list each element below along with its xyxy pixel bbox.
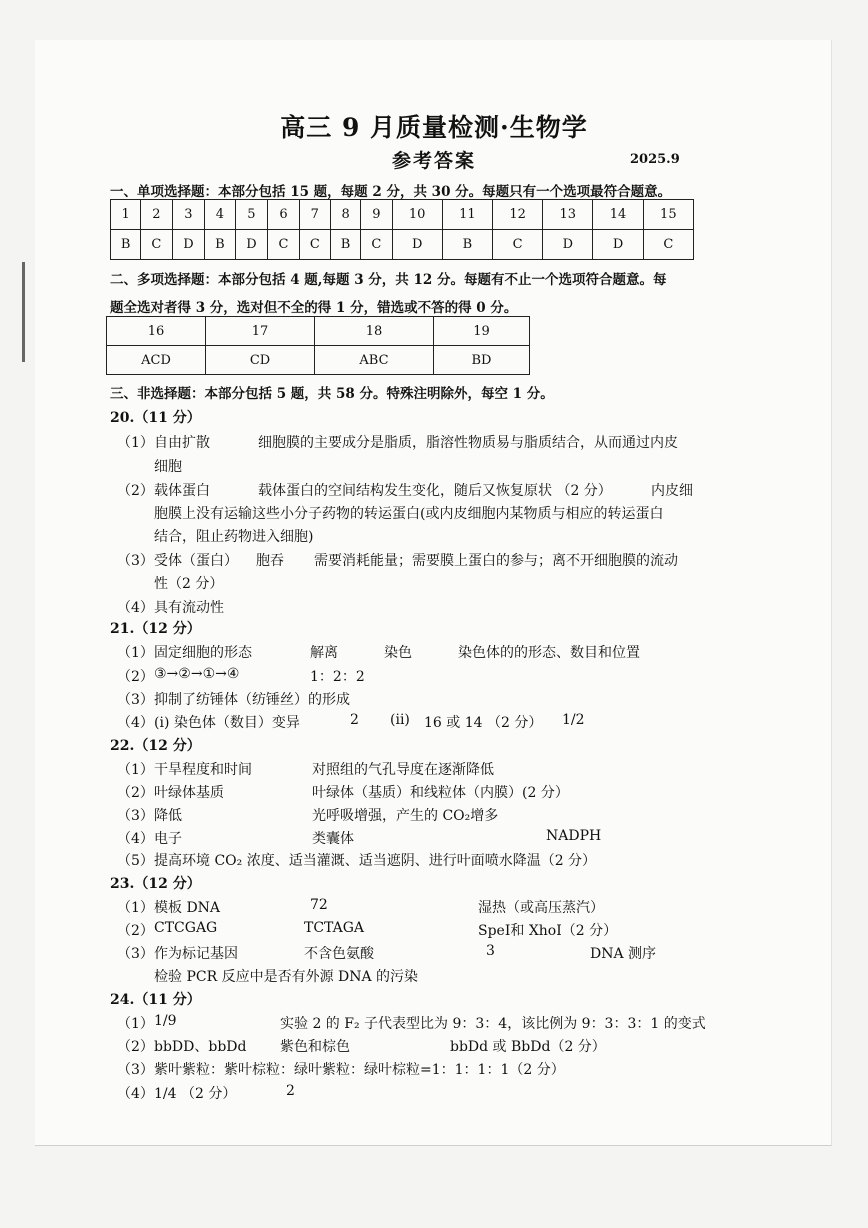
table-row (111, 230, 694, 260)
part-number: （3） (117, 808, 154, 824)
question-number: 3 (172, 200, 205, 230)
table-row (111, 200, 694, 230)
answer-text: 模板 DNA (154, 900, 221, 916)
answer-cell: ACD (107, 346, 206, 375)
part-number: （1） (117, 762, 154, 778)
answer-text: CTCGAG (154, 920, 218, 936)
multiple-choice-answer-table (106, 316, 530, 375)
part-number: （3） (117, 946, 154, 962)
answer-cell: D (235, 230, 268, 260)
part-number: （5） (117, 853, 154, 869)
answer-text: 16 或 14 （2 分） (424, 715, 543, 731)
answer-text: 湿热（或高压蒸汽） (478, 900, 604, 916)
part-number: （3） (117, 692, 154, 708)
answer-text: SpeI和 XhoI（2 分） (478, 923, 618, 939)
table-row (107, 346, 530, 375)
page-title: 高三 9 月质量检测·生物学 (280, 113, 588, 142)
answer-text: 2 (350, 712, 359, 728)
answer-text: 降低 (154, 808, 182, 824)
answer-text: 染色 (384, 645, 412, 661)
page-subtitle: 参考答案 (391, 150, 476, 172)
question-24-title: 24.（11 分） (110, 992, 201, 1008)
answer-cell: C (299, 230, 330, 260)
answer-cell: BD (434, 346, 530, 375)
answer-text: 实验 2 的 F₂ 子代表型比为 9：3：4，该比例为 9：3：3：1 的变式 (280, 1016, 706, 1032)
answer-cell: ABC (315, 346, 434, 375)
part-number: （2） (117, 669, 154, 685)
part-number: （2） (117, 923, 154, 939)
question-number: 8 (330, 200, 360, 230)
answer-text: 1：2：2 (310, 669, 365, 685)
part-number: （1） (117, 1016, 154, 1032)
answer-text: 作为标记基因 (154, 946, 238, 962)
answer-text: 细胞 (154, 459, 182, 475)
answer-text: 3 (486, 943, 495, 959)
question-number: 11 (442, 200, 492, 230)
part-number: （4） (117, 715, 154, 731)
part-number: （4） (117, 831, 154, 847)
answer-text: 紫色和棕色 (280, 1039, 350, 1055)
question-20-title: 20.（11 分） (110, 410, 201, 426)
answer-text: 紫叶紫粒：紫叶棕粒：绿叶紫粒：绿叶棕粒=1：1：1：1（2 分） (154, 1062, 565, 1078)
answer-text: 类囊体 (312, 831, 354, 847)
answer-text: 需要消耗能量；需要膜上蛋白的参与；离不开细胞膜的流动 (314, 553, 678, 569)
question-21-title: 21.（12 分） (110, 621, 201, 637)
answer-cell: CD (206, 346, 315, 375)
question-number: 9 (361, 200, 392, 230)
answer-text: DNA 测序 (590, 946, 657, 962)
answer-text: 叶绿体（基质）和线粒体（内膜）(2 分） (312, 785, 569, 801)
part-number: （3） (117, 553, 154, 569)
answer-cell: B (111, 230, 141, 260)
answer-cell: C (361, 230, 392, 260)
question-number: 2 (141, 200, 172, 230)
answer-text: (ii) (390, 712, 410, 728)
part-number: （1） (117, 900, 154, 916)
answer-cell: C (643, 230, 693, 260)
answer-cell: B (442, 230, 492, 260)
answer-cell: D (172, 230, 205, 260)
question-22-title: 22.（12 分） (110, 738, 201, 754)
answer-text: 提高环境 CO₂ 浓度、适当灌溉、适当遮阴、进行叶面喷水降温（2 分） (154, 853, 597, 869)
answer-text: 内皮细 (651, 483, 693, 499)
part-number: （2） (117, 1039, 154, 1055)
question-23-title: 23.（12 分） (110, 876, 201, 892)
answer-cell: B (205, 230, 235, 260)
answer-text: 对照组的气孔导度在逐渐降低 (312, 762, 494, 778)
question-number: 19 (434, 317, 530, 346)
answer-text: 抑制了纺锤体（纺锤丝）的形成 (154, 692, 350, 708)
answer-cell: D (392, 230, 442, 260)
answer-text: bbDd 或 BbDd（2 分） (450, 1039, 606, 1055)
question-number: 17 (206, 317, 315, 346)
answer-text: (i) 染色体（数目）变异 (154, 715, 300, 731)
answer-text: ③→②→①→④ (154, 666, 240, 682)
answer-text: 检验 PCR 反应中是否有外源 DNA 的污染 (154, 969, 419, 985)
answer-text: 不含色氨酸 (304, 946, 374, 962)
question-number: 16 (107, 317, 206, 346)
section2-heading: 二、多项选择题：本部分包括 4 题,每题 3 分，共 12 分。每题有不止一个选项符合题意。每 (110, 272, 667, 288)
part-number: （3） (117, 1062, 154, 1078)
question-number: 10 (392, 200, 442, 230)
answer-text: 具有流动性 (154, 600, 224, 616)
answer-text: TCTAGA (304, 920, 365, 936)
answer-text: 固定细胞的形态 (154, 645, 252, 661)
answer-text: 叶绿体基质 (154, 785, 224, 801)
part-number: （4） (117, 1086, 154, 1102)
question-number: 5 (235, 200, 268, 230)
single-choice-answer-table (110, 199, 694, 260)
answer-text: 自由扩散 (154, 435, 210, 451)
answer-text: 载体蛋白 (154, 483, 210, 499)
answer-text: NADPH (546, 828, 602, 844)
exam-date: 2025.9 (630, 152, 680, 167)
answer-text: 2 (286, 1083, 295, 1099)
part-number: （2） (117, 483, 154, 499)
question-number: 12 (492, 200, 542, 230)
answer-cell: C (141, 230, 172, 260)
part-number: （2） (117, 785, 154, 801)
answer-text: 细胞膜的主要成分是脂质，脂溶性物质易与脂质结合，从而通过内皮 (258, 435, 678, 451)
answer-text: 解离 (310, 645, 338, 661)
question-number: 15 (643, 200, 693, 230)
answer-text: bbDD、bbDd (154, 1039, 247, 1055)
answer-text: 1/4 （2 分） (154, 1086, 237, 1102)
question-number: 6 (268, 200, 299, 230)
answer-text: 光呼吸增强，产生的 CO₂增多 (312, 808, 499, 824)
answer-cell: D (593, 230, 643, 260)
question-number: 14 (593, 200, 643, 230)
part-number: （1） (117, 435, 154, 451)
answer-text: 胞膜上没有运输这些小分子药物的转运蛋白(或内皮细胞内某物质与相应的转运蛋白 (154, 506, 664, 522)
section3-heading: 三、非选择题：本部分包括 5 题，共 58 分。特殊注明除外，每空 1 分。 (110, 386, 554, 402)
answer-text: 1/9 (154, 1013, 177, 1029)
section2-heading-continued: 题全选对者得 3 分，选对但不全的得 1 分，错选或不答的得 0 分。 (110, 300, 518, 316)
question-number: 4 (205, 200, 235, 230)
question-number: 13 (543, 200, 593, 230)
answer-text: 胞吞 (256, 553, 284, 569)
question-number: 7 (299, 200, 330, 230)
answer-text: 载体蛋白的空间结构发生变化，随后又恢复原状 （2 分） (258, 483, 612, 499)
answer-text: 性（2 分） (154, 576, 224, 592)
answer-text: 受体（蛋白） (154, 553, 238, 569)
scan-edge-mark (22, 262, 25, 362)
answer-text: 1/2 (562, 712, 585, 728)
question-number: 18 (315, 317, 434, 346)
answer-text: 染色体的的形态、数目和位置 (458, 645, 640, 661)
section1-heading: 一、单项选择题：本部分包括 15 题，每题 2 分，共 30 分。每题只有一个选项最符合题意。 (110, 184, 672, 200)
answer-text: 电子 (154, 831, 182, 847)
answer-cell: C (268, 230, 299, 260)
answer-text: 干旱程度和时间 (154, 762, 252, 778)
part-number: （4） (117, 600, 154, 616)
question-number: 1 (111, 200, 141, 230)
part-number: （1） (117, 645, 154, 661)
table-row (107, 317, 530, 346)
answer-cell: C (492, 230, 542, 260)
answer-text: 72 (310, 897, 328, 913)
answer-cell: D (543, 230, 593, 260)
answer-cell: B (330, 230, 360, 260)
answer-text: 结合，阻止药物进入细胞) (154, 529, 314, 545)
